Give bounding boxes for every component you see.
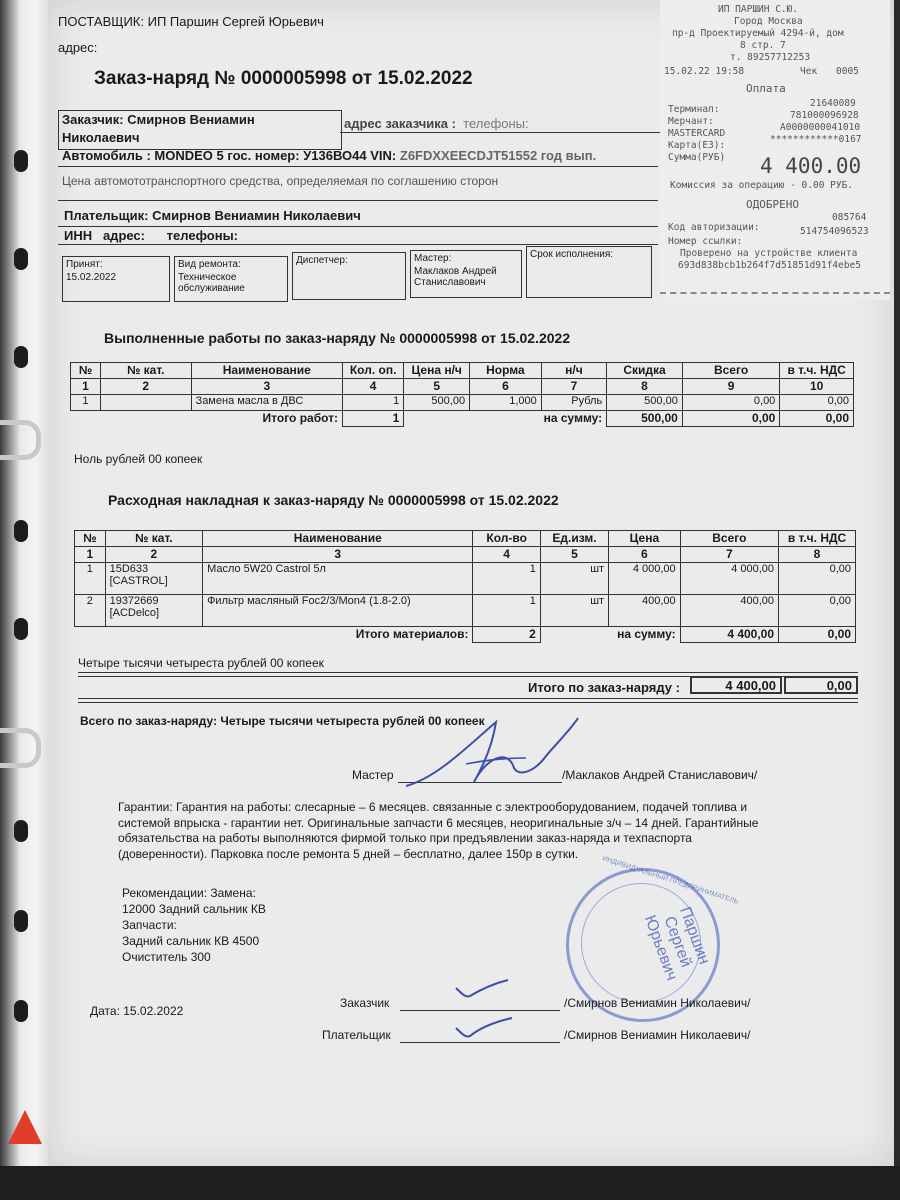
receipt-auth-code: 085764 (832, 212, 867, 223)
plate-label: гос. номер: (227, 148, 300, 163)
customer-line (62, 112, 255, 127)
customer-name: Смирнов Вениамин (127, 112, 255, 127)
punch-hole (14, 618, 28, 640)
materials-header-row (75, 531, 856, 547)
materials-header-cell: № кат. (105, 531, 202, 547)
materials-number-cell: 2 (105, 547, 202, 563)
customer-address-label: адрес заказчика : (344, 116, 456, 131)
guarantee-text: Гарантии: Гарантия на работы: слесарные – 6 месяцев. связанные с электрооборудованием, подачей топлива и системой впрыска - гарантии нет. Оригинальные запчасти 6 месяцев, неоригинальные з/ч – 14 дней. Гарантийные обязательства на работы выполняются фирмой только при предъявлении заказ-наряда и техпаспорта (доверенности). Парковка после ремонта 5 дней – бесплатно, далее 150р в сутки. (118, 800, 759, 861)
works-total-label: Итого работ: (71, 411, 343, 427)
customer-label: Заказчик: (62, 112, 124, 127)
materials-cell: 1 (75, 563, 106, 595)
info-box-label: Вид ремонта: (178, 259, 241, 270)
materials-number-row (75, 547, 856, 563)
binder-ring (0, 420, 41, 460)
materials-number-cell: 1 (75, 547, 106, 563)
car-model: MONDEO 5 (154, 148, 224, 163)
grand-total-words: Всего по заказ-наряду: Четыре тысячи четыреста рублей 00 копеек (80, 714, 485, 728)
works-header-cell: Кол. оп. (343, 363, 404, 379)
punch-hole (14, 150, 28, 172)
works-cell: 0,00 (682, 395, 779, 411)
works-number-cell: 9 (682, 379, 779, 395)
customer-name-cont: Николаевич (62, 130, 140, 145)
works-cell: 500,00 (404, 395, 470, 411)
works-header-cell: Норма (470, 363, 542, 379)
supplier-line (58, 14, 324, 29)
supplier-label: ПОСТАВЩИК: (58, 14, 144, 29)
receipt-card-masked: ************0167 (770, 134, 862, 145)
works-number-cell: 5 (404, 379, 470, 395)
materials-total-vat: 0,00 (779, 627, 856, 643)
info-box-accepted (62, 256, 170, 302)
info-box-label: Мастер: (414, 253, 452, 264)
info-box-value: Маклаков Андрей Станиславович (414, 266, 497, 288)
works-cell (100, 395, 191, 411)
works-total-row (71, 411, 854, 427)
info-box-label: Срок исполнения: (530, 249, 614, 260)
materials-cell: Фильтр масляный Foc2/3/Mon4 (1.8-2.0) (203, 595, 473, 627)
works-title: Выполненные работы по заказ-наряду № 0000005998 от 15.02.2022 (104, 330, 571, 346)
receipt-sum-label: Сумма(РУБ) (668, 152, 726, 163)
receipt-terminal-label: Терминал: (668, 104, 720, 115)
receipt-terminal: 21640089 (810, 98, 856, 109)
stamp-ring-text: ИНДИВИДУАЛЬНЫЙ ПРЕДПРИНИМАТЕЛЬ (601, 855, 740, 906)
materials-cell: 400,00 (609, 595, 681, 627)
supplier-address-label: адрес: (58, 40, 98, 55)
materials-total-row (75, 627, 856, 643)
works-header-cell: Скидка (607, 363, 683, 379)
customer-address-line (344, 116, 529, 131)
materials-number-cell: 6 (609, 547, 681, 563)
double-rule (78, 698, 858, 703)
footer-payer-label: Плательщик (322, 1028, 391, 1042)
binder-edge (0, 0, 50, 1200)
receipt-hash: 693d838bcb1b264f7d51851d91f4ebe5 (678, 260, 862, 271)
recommendation-line: Запчасти: (122, 918, 177, 932)
info-box-value: Техническое обслуживание (178, 272, 245, 294)
footer-date: Дата: 15.02.2022 (90, 1004, 184, 1018)
works-header-cell: Всего (682, 363, 779, 379)
materials-total-words: Четыре тысячи четыреста рублей 00 копеек (78, 656, 324, 670)
master-sign-label: Мастер (352, 768, 394, 782)
works-cell: 1 (71, 395, 101, 411)
signature-line (400, 1042, 560, 1043)
works-header-cell: н/ч (541, 363, 606, 379)
grand-total-vat: 0,00 (784, 676, 858, 694)
materials-cell: шт (540, 563, 608, 595)
receipt-card-type: MASTERCARD (668, 128, 726, 139)
receipt-card-label: Карта(E3): (668, 140, 726, 151)
master-sign-name: /Маклаков Андрей Станиславович/ (562, 768, 758, 782)
works-cell: 0,00 (780, 395, 854, 411)
supplier-name: ИП Паршин Сергей Юрьевич (147, 14, 324, 29)
materials-cell: 1 (473, 563, 540, 595)
binder-ring (0, 728, 41, 768)
folder-logo-icon (8, 1110, 42, 1144)
materials-number-cell: 4 (473, 547, 540, 563)
works-header-row (71, 363, 854, 379)
works-number-cell: 10 (780, 379, 854, 395)
info-box-label: Диспетчер: (296, 255, 348, 266)
info-box-master (410, 250, 522, 298)
grand-total-sum: 4 400,00 (690, 676, 782, 694)
materials-header-cell: Кол-во (473, 531, 540, 547)
materials-cell: Масло 5W20 Castrol 5л (203, 563, 473, 595)
works-row (71, 395, 854, 411)
receipt-check-number: 0005 (836, 66, 859, 77)
punch-hole (14, 1000, 28, 1022)
receipt-merchant: 781000096928 (790, 110, 859, 121)
works-number-cell: 4 (343, 379, 404, 395)
works-table (70, 362, 854, 427)
price-note: Цена автомототранспортного средства, определяемая по соглашению сторон (62, 174, 499, 188)
materials-cell: 400,00 (680, 595, 778, 627)
materials-cell: 0,00 (779, 595, 856, 627)
grand-total-label: Итого по заказ-наряду : (528, 680, 680, 695)
materials-cell: шт (540, 595, 608, 627)
works-number-cell: 6 (470, 379, 542, 395)
receipt-link-label: Номер ссылки: (668, 236, 743, 247)
materials-cell: 2 (75, 595, 106, 627)
order-title: Заказ-наряд № 0000005998 от 15.02.2022 (94, 68, 473, 89)
receipt-phone: т. 89257712253 (730, 52, 811, 63)
receipt-card-id: A0000000041010 (780, 122, 861, 133)
works-number-cell: 1 (71, 379, 101, 395)
punch-hole (14, 346, 28, 368)
works-number-cell: 7 (541, 379, 606, 395)
materials-cell: 1 (473, 595, 540, 627)
works-total-sum: 500,00 (607, 411, 683, 427)
recommendation-line: Очиститель 300 (122, 950, 211, 964)
works-header-cell: Цена н/ч (404, 363, 470, 379)
works-cell: Рубль (541, 395, 606, 411)
materials-number-cell: 8 (779, 547, 856, 563)
receipt-commission: Комиссия за операцию - 0.00 РУБ. (670, 180, 854, 191)
materials-header-cell: Цена (609, 531, 681, 547)
materials-cell: 4 000,00 (680, 563, 778, 595)
car-label: Автомобиль : (62, 148, 151, 163)
materials-row (75, 563, 856, 595)
materials-header-cell: Всего (680, 531, 778, 547)
car-line (62, 148, 596, 163)
receipt-datetime: 15.02.22 19:58 (664, 66, 745, 77)
materials-cell: 19372669 [ACDelco] (105, 595, 202, 627)
info-box-repair-type (174, 256, 288, 302)
materials-cell: 15D633 [CASTROL] (105, 563, 202, 595)
works-number-cell: 2 (100, 379, 191, 395)
inn-line: ИНН адрес: телефоны: (64, 228, 239, 243)
customer-phones-label: телефоны: (463, 116, 529, 131)
customer-signature-icon (452, 976, 512, 1002)
rule (58, 226, 658, 227)
punch-hole (14, 520, 28, 542)
rule (58, 200, 658, 201)
works-header-cell: № кат. (100, 363, 191, 379)
works-cell: 1 (343, 395, 404, 411)
receipt-address: пр-д Проектируемый 4294-й, дом (672, 28, 844, 39)
works-total-qty: 1 (343, 411, 404, 427)
receipt-address-building: 8 стр. 7 (740, 40, 786, 51)
materials-header-cell: № (75, 531, 106, 547)
info-box-label: Принят: (66, 259, 103, 270)
recommendation-line: Задний сальник КВ 4500 (122, 934, 260, 948)
master-signature-icon (396, 708, 586, 792)
works-number-row (71, 379, 854, 395)
rule (58, 244, 658, 245)
receipt-status: ОДОБРЕНО (746, 198, 799, 211)
materials-row (75, 595, 856, 627)
payer-signature-icon (452, 1012, 516, 1040)
materials-total-qty: 2 (473, 627, 540, 643)
works-total-all: 0,00 (682, 411, 779, 427)
materials-header-cell: Наименование (203, 531, 473, 547)
materials-cell: 4 000,00 (609, 563, 681, 595)
receipt-link-number: 514754096523 (800, 226, 869, 237)
works-header-cell: № (71, 363, 101, 379)
receipt-auth-label: Код авторизации: (668, 222, 760, 233)
receipt-merchant-name: ИП ПАРШИН С.Ю. (718, 4, 799, 15)
vin-label: VIN: (370, 148, 397, 163)
works-sum-label: на сумму: (543, 411, 603, 425)
receipt-city: Город Москва (734, 16, 803, 27)
receipt-operation-type: Оплата (746, 82, 786, 95)
materials-header-cell: Ед.изм. (540, 531, 608, 547)
materials-number-cell: 3 (203, 547, 473, 563)
table-surface (0, 1166, 900, 1200)
receipt-check-label: Чек (800, 66, 818, 77)
payer-name: Смирнов Вениамин Николаевич (152, 208, 361, 223)
info-box-deadline (526, 246, 652, 298)
plate-number: У136ВО44 (303, 148, 367, 163)
materials-sum-label: на сумму: (617, 627, 676, 641)
info-box-value: 15.02.2022 (66, 272, 117, 283)
punch-hole (14, 910, 28, 932)
rule (58, 166, 658, 167)
punch-hole (14, 820, 28, 842)
materials-number-cell: 5 (540, 547, 608, 563)
materials-table (74, 530, 856, 643)
receipt-verified: Проверено на устройстве клиента (680, 248, 858, 259)
footer-payer-name: /Смирнов Вениамин Николаевич/ (564, 1028, 751, 1042)
materials-number-cell: 7 (680, 547, 778, 563)
stamp-center-text: Паршин Сергей Юрьевич (640, 904, 713, 983)
materials-title: Расходная накладная к заказ-наряду № 0000005998 от 15.02.2022 (108, 492, 559, 508)
vin-value: Z6FDXXEECDJT51552 год вып. (399, 148, 597, 163)
receipt-tear-edge (660, 274, 890, 294)
materials-total-sum: 4 400,00 (680, 627, 778, 643)
signature-line (400, 1010, 560, 1011)
materials-header-cell: в т.ч. НДС (779, 531, 856, 547)
receipt-merchant-label: Мерчант: (668, 116, 714, 127)
works-number-cell: 8 (607, 379, 683, 395)
card-receipt (660, 0, 890, 300)
works-header-cell: в т.ч. НДС (780, 363, 854, 379)
info-box-dispatcher (292, 252, 406, 300)
footer-customer-label: Заказчик (340, 996, 390, 1010)
recommendation-line: Рекомендации: Замена: (122, 886, 256, 900)
payer-line (64, 208, 361, 223)
works-total-vat: 0,00 (780, 411, 854, 427)
payer-label: Плательщик: (64, 208, 149, 223)
works-cell: 1,000 (470, 395, 542, 411)
works-number-cell: 3 (191, 379, 342, 395)
footer-customer-name: /Смирнов Вениамин Николаевич/ (564, 996, 751, 1010)
works-header-cell: Наименование (191, 363, 342, 379)
recommendation-line: 12000 Задний сальник КВ (122, 902, 266, 916)
works-cell: Замена масла в ДВС (191, 395, 342, 411)
works-total-words: Ноль рублей 00 копеек (74, 452, 203, 466)
materials-total-label: Итого материалов: (75, 627, 473, 643)
works-cell: 500,00 (607, 395, 683, 411)
punch-hole (14, 248, 28, 270)
materials-cell: 0,00 (779, 563, 856, 595)
rule (340, 132, 660, 133)
receipt-sum: 4 400.00 (760, 154, 862, 178)
